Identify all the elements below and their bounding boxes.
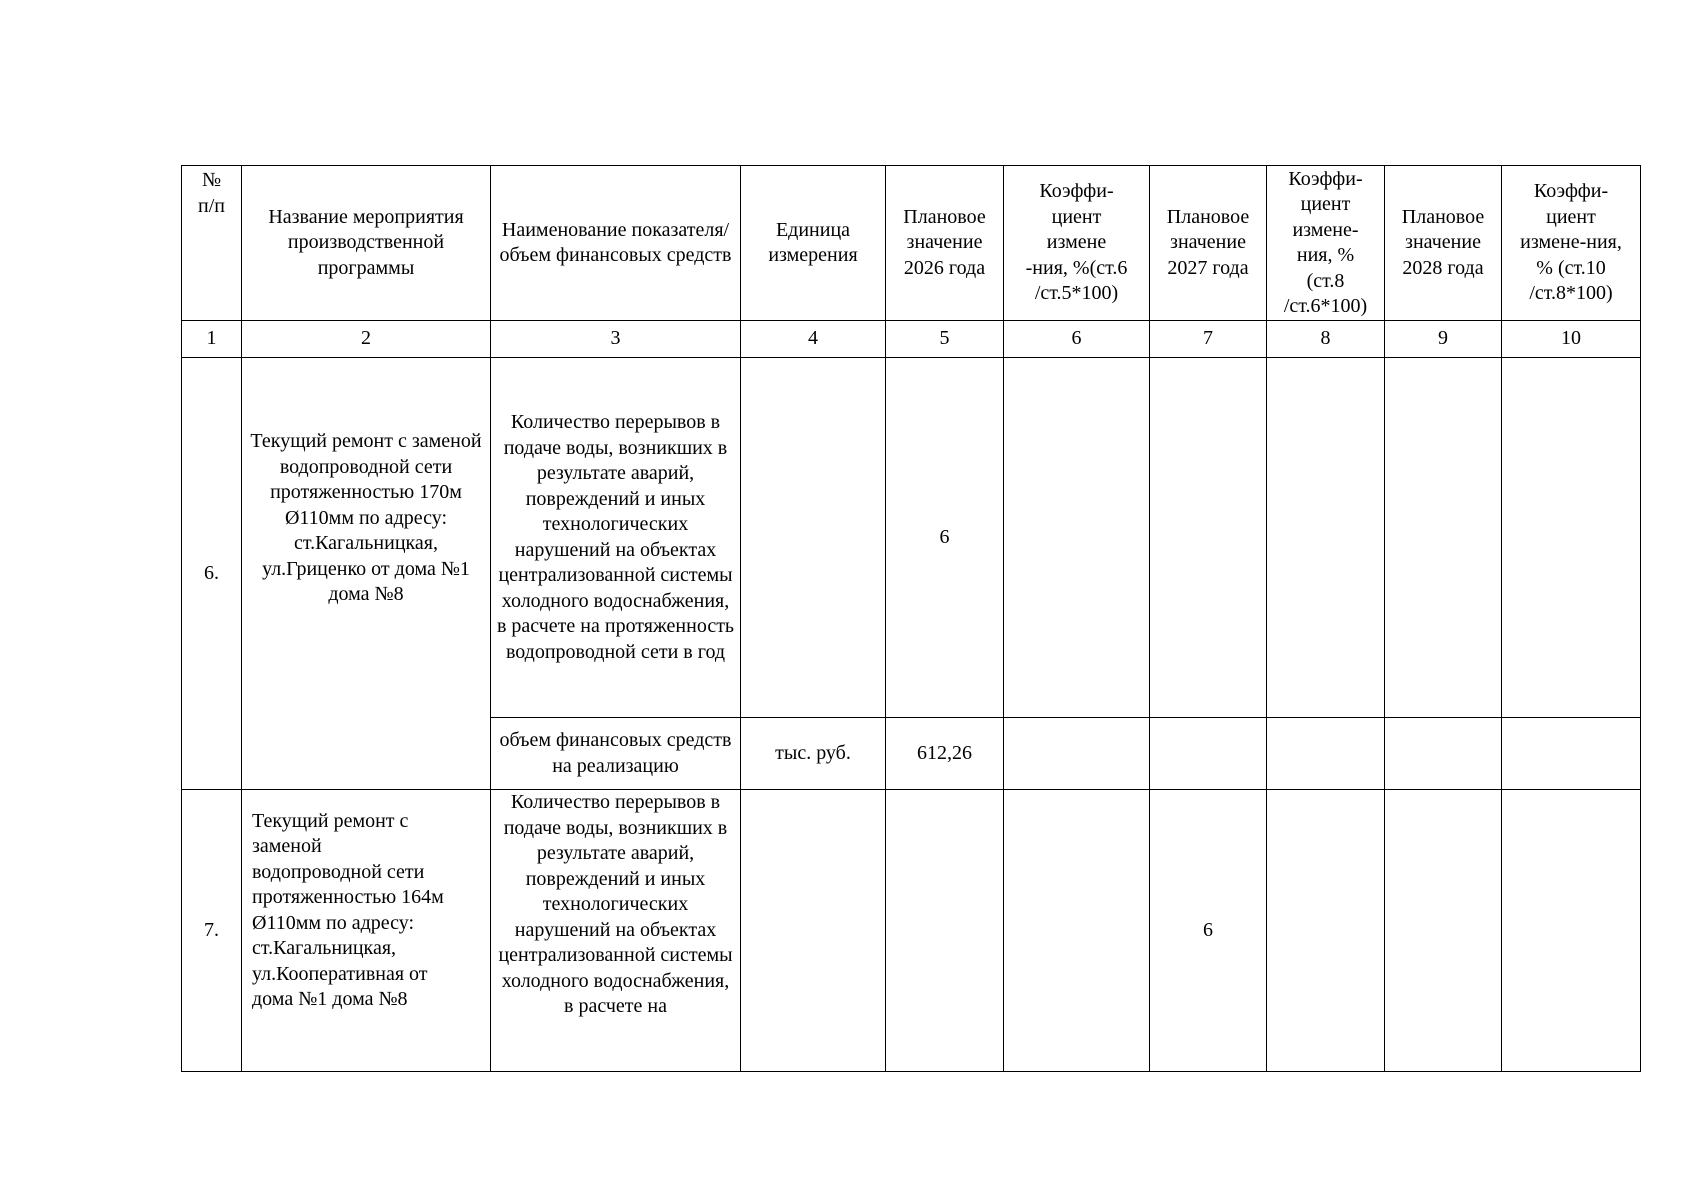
header-coef-10: Коэффи- циент измене-ния, % (ст.10 /ст.8*100) xyxy=(1502,166,1641,321)
column-number: 7 xyxy=(1150,321,1267,358)
plan-2028-value xyxy=(1385,358,1502,718)
column-number: 5 xyxy=(886,321,1004,358)
unit-cell: тыс. руб. xyxy=(741,718,886,790)
indicator-name: Количество перерывов в подаче воды, возникших в результате аварий, повреждений и иных технологических нарушений на объектах централизованной системы холодного водоснабжения, в расчете на протяженность водопроводной сети в год xyxy=(491,358,741,718)
plan-2026-value xyxy=(886,790,1004,1072)
header-plan-2026: Плановое значение 2026 года xyxy=(886,166,1004,321)
header-row xyxy=(182,166,1641,321)
column-number: 2 xyxy=(242,321,491,358)
plan-2027-value xyxy=(1150,718,1267,790)
event-name: Текущий ремонт с заменой водопроводной сети протяженностью 164м Ø110мм по адресу: ст.Кагальницкая, ул.Кооперативная от дома №1 дома №8 xyxy=(242,790,491,1072)
coef-6-value xyxy=(1004,718,1150,790)
header-plan-2028: Плановое значение 2028 года xyxy=(1385,166,1502,321)
program-table xyxy=(181,165,1641,1072)
header-coef-8: Коэффи- циент измене- ния, % (ст.8 /ст.6*100) xyxy=(1267,166,1385,321)
table-row xyxy=(182,358,1641,718)
plan-2026-value: 612,26 xyxy=(886,718,1004,790)
plan-2026-value: 6 xyxy=(886,358,1004,718)
column-number: 6 xyxy=(1004,321,1150,358)
indicator-name: объем финансовых средств на реализацию xyxy=(491,718,741,790)
coef-6-value xyxy=(1004,790,1150,1072)
column-number: 9 xyxy=(1385,321,1502,358)
plan-2027-value xyxy=(1150,358,1267,718)
row-number: 7. xyxy=(182,790,242,1072)
plan-2028-value xyxy=(1385,790,1502,1072)
coef-6-value xyxy=(1004,358,1150,718)
column-number: 1 xyxy=(182,321,242,358)
column-number: 4 xyxy=(741,321,886,358)
header-indicator: Наименование показателя/ объем финансовых средств xyxy=(491,166,741,321)
table-row xyxy=(182,790,1641,1072)
event-name: Текущий ремонт с заменой водопроводной сети протяженностью 170м Ø110мм по адресу: ст.Кагальницкая, ул.Гриценко от дома №1 дома №8 xyxy=(242,358,491,790)
coef-8-value xyxy=(1267,790,1385,1072)
column-number: 3 xyxy=(491,321,741,358)
coef-8-value xyxy=(1267,718,1385,790)
coef-10-value xyxy=(1502,790,1641,1072)
plan-2028-value xyxy=(1385,718,1502,790)
coef-8-value xyxy=(1267,358,1385,718)
header-coef-6: Коэффи- циент измене -ния, %(ст.6 /ст.5*100) xyxy=(1004,166,1150,321)
unit-cell xyxy=(741,358,886,718)
coef-10-value xyxy=(1502,358,1641,718)
header-event-name: Название мероприятия производственной программы xyxy=(242,166,491,321)
column-number: 10 xyxy=(1502,321,1641,358)
indicator-name: Количество перерывов в подаче воды, возникших в результате аварий, повреждений и иных технологических нарушений на объектах централизованной системы холодного водоснабжения, в расчете на xyxy=(491,790,741,1072)
unit-cell xyxy=(741,790,886,1072)
column-number-row xyxy=(182,321,1641,358)
header-unit: Единица измерения xyxy=(741,166,886,321)
column-number: 8 xyxy=(1267,321,1385,358)
plan-2027-value: 6 xyxy=(1150,790,1267,1072)
coef-10-value xyxy=(1502,718,1641,790)
header-num: № п/п xyxy=(182,166,242,321)
header-plan-2027: Плановое значение 2027 года xyxy=(1150,166,1267,321)
row-number: 6. xyxy=(182,358,242,790)
